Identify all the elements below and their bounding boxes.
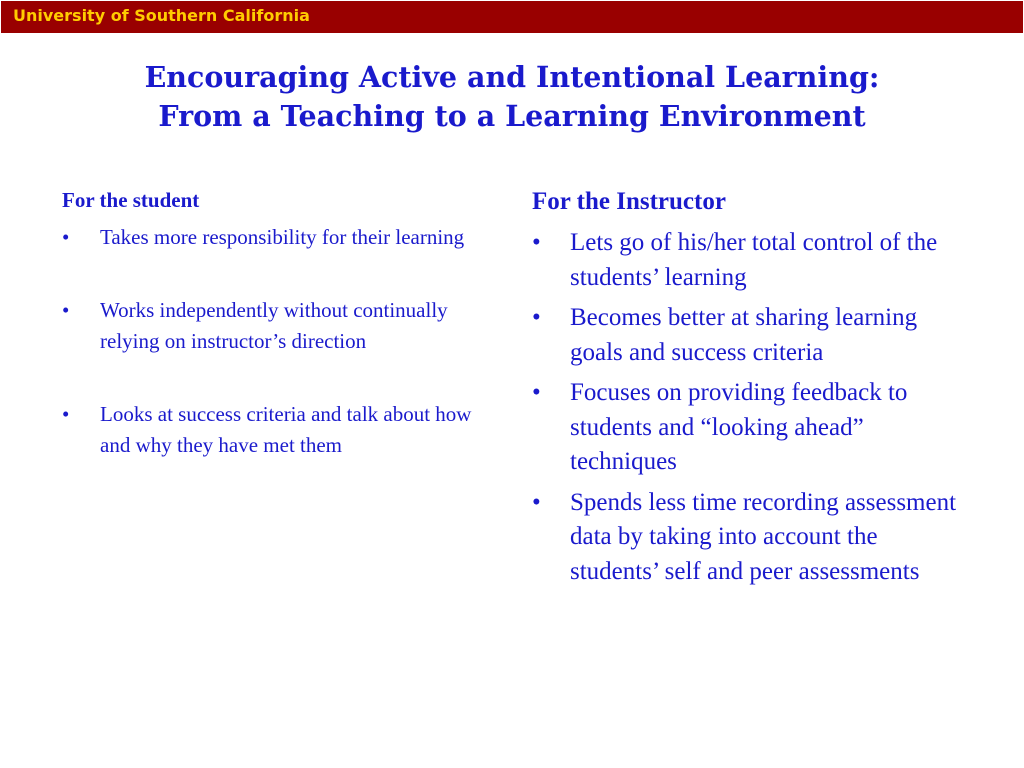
student-list-item bbox=[62, 222, 502, 253]
instructor-list-item bbox=[532, 376, 972, 480]
student-column bbox=[62, 184, 502, 503]
instructor-column bbox=[532, 185, 972, 595]
bullet-icon: • bbox=[532, 488, 541, 516]
slide-title bbox=[0, 58, 1024, 136]
slide-title-line-1: Encouraging Active and Intentional Learning: bbox=[144, 60, 880, 94]
instructor-item-text: Lets go of his/her total control of the students’ learning bbox=[570, 229, 938, 291]
instructor-item-text: Becomes better at sharing learning goals and success criteria bbox=[570, 304, 918, 366]
bullet-icon: • bbox=[62, 298, 70, 322]
instructor-item-text: Spends less time recording assessment data by taking into account the students’ self and peer assessments bbox=[570, 488, 957, 585]
instructor-list-item bbox=[532, 301, 972, 370]
instructor-list-item bbox=[532, 226, 972, 295]
university-banner bbox=[1, 1, 1023, 33]
instructor-list-item bbox=[532, 486, 972, 590]
university-name: University of Southern California bbox=[13, 6, 310, 25]
instructor-list bbox=[532, 226, 972, 589]
student-item-text: Works independently without continually relying on instructor’s direction bbox=[100, 298, 448, 353]
student-item-text: Takes more responsibility for their learning bbox=[100, 225, 465, 249]
slide-title-line-2: From a Teaching to a Learning Environment bbox=[158, 99, 866, 133]
bullet-icon: • bbox=[532, 229, 541, 256]
student-list bbox=[62, 222, 502, 461]
instructor-item-text: Focuses on providing feedback to students and “looking ahead” techniques bbox=[570, 379, 908, 475]
student-item-text: Looks at success criteria and talk about how and why they have met them bbox=[100, 402, 472, 457]
student-list-item bbox=[62, 399, 502, 461]
bullet-icon: • bbox=[62, 402, 70, 426]
bullet-icon: • bbox=[532, 379, 541, 406]
student-list-item bbox=[62, 295, 502, 357]
bullet-icon: • bbox=[532, 304, 541, 331]
student-heading: For the student bbox=[62, 188, 200, 212]
instructor-heading: For the Instructor bbox=[532, 188, 726, 215]
bullet-icon: • bbox=[62, 225, 70, 249]
